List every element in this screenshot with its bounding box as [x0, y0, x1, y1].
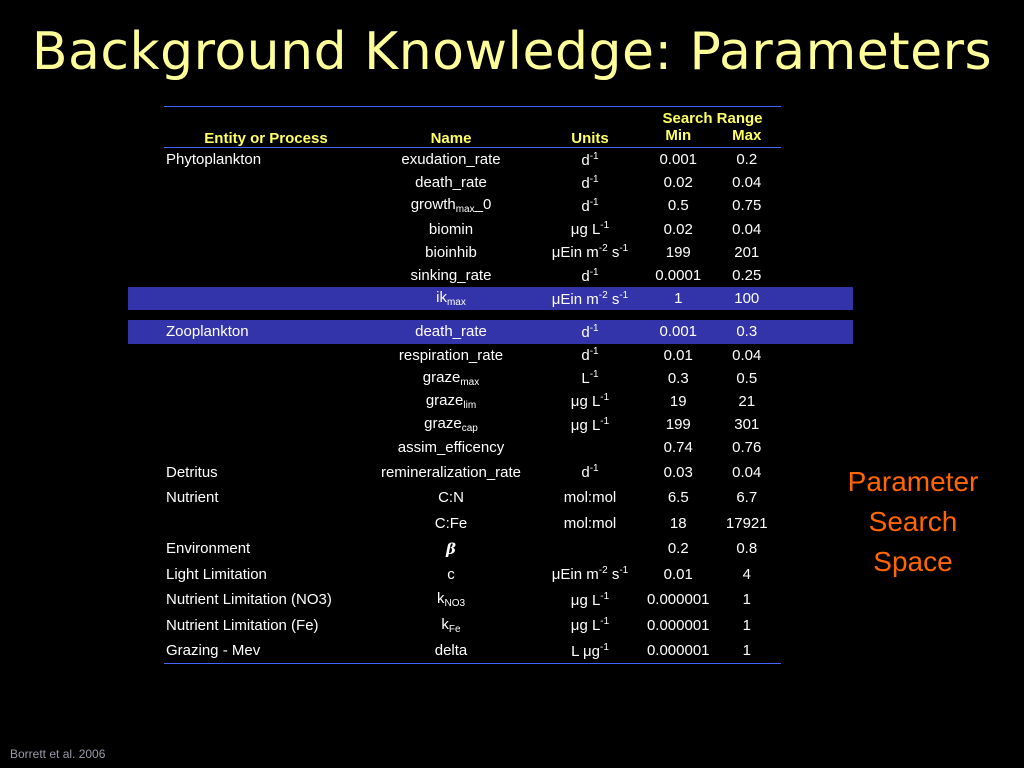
entity-cell: [164, 344, 366, 367]
max-cell: 21: [738, 392, 756, 410]
name-cell: [366, 218, 536, 241]
name-cell: [366, 587, 536, 613]
table-row: [128, 587, 853, 613]
units-exponent: -2: [598, 289, 608, 301]
units-text: μg L: [570, 617, 601, 635]
units-exponent: -2: [598, 243, 608, 255]
min-cell: 0.03: [663, 463, 693, 481]
units-exponent: -1: [589, 196, 599, 208]
min-cell: 0.01: [663, 565, 693, 583]
units-cell: [536, 194, 644, 217]
name-cell: [366, 148, 536, 172]
units-text: d: [581, 323, 590, 341]
min-cell: 0.000001: [646, 616, 710, 634]
min-cell: 0.02: [663, 174, 693, 192]
param-subscript: NO3: [444, 598, 466, 610]
min-cell: 0.001: [659, 151, 698, 169]
entity-cell: [164, 287, 366, 310]
units-exponent: -1: [600, 616, 610, 628]
table-row: [128, 194, 853, 217]
table-row: [128, 510, 853, 536]
min-cell: 0.5: [667, 197, 689, 215]
param-name: exudation_rate: [401, 151, 501, 169]
table-row: [128, 264, 853, 287]
units-cell: [536, 264, 644, 287]
units-text: μEin m: [551, 566, 599, 584]
entity-cell: Nutrient: [166, 489, 219, 507]
parameter-table: [128, 106, 853, 664]
name-cell: [366, 344, 536, 367]
min-cell: 19: [669, 392, 687, 410]
units-text: d: [581, 197, 590, 215]
max-cell: 0.3: [713, 320, 782, 343]
units-cell: [536, 287, 644, 310]
min-cell: 0.2: [667, 540, 689, 558]
units-text: mol:mol: [563, 514, 617, 532]
min-cell: 0.74: [663, 439, 693, 457]
entity-cell: Environment: [166, 540, 251, 558]
units-exponent: -1: [589, 369, 599, 381]
units-text: L μg: [571, 642, 601, 660]
entity-cell: [164, 367, 366, 390]
units-cell: [536, 218, 644, 241]
name-cell: [366, 536, 536, 562]
units-exponent: -1: [619, 243, 629, 255]
units-cell: [536, 390, 644, 413]
entity-cell: [164, 194, 366, 217]
units-cell: [536, 459, 644, 485]
max-cell: 0.8: [736, 540, 758, 558]
min-cell: 0.001: [644, 320, 713, 343]
table-row: [128, 287, 853, 310]
units-exponent: -1: [600, 641, 609, 653]
entity-cell: [164, 390, 366, 413]
units-cell: [536, 148, 644, 172]
units-text: d: [581, 174, 590, 192]
param-name: ik: [436, 289, 447, 307]
slide-title: Background Knowledge: Parameters: [31, 22, 993, 82]
param-name: remineralization_rate: [380, 463, 522, 481]
units-text: d: [581, 347, 590, 365]
max-cell: 0.5: [736, 369, 758, 387]
param-name: biomin: [428, 220, 474, 238]
name-cell: [366, 264, 536, 287]
units-text: s: [607, 244, 620, 262]
table-row: [128, 638, 853, 664]
max-cell: 0.75: [732, 197, 762, 215]
max-cell: 201: [734, 243, 760, 261]
max-cell: 0.04: [732, 346, 762, 364]
table-row: [128, 561, 853, 587]
min-cell: 0.3: [667, 369, 689, 387]
entity-cell: [164, 413, 366, 436]
max-cell: 1: [713, 638, 782, 664]
entity-cell: Zooplankton: [164, 320, 366, 343]
max-cell: 1: [742, 616, 751, 634]
header-name: Name: [366, 107, 536, 148]
entity-cell: Light Limitation: [166, 565, 267, 583]
units-exponent: -1: [619, 565, 629, 577]
max-cell: 1: [742, 591, 751, 609]
table-row: [128, 390, 853, 413]
units-cell: [536, 612, 644, 638]
param-name: delta: [434, 642, 468, 660]
min-cell: 199: [665, 416, 691, 434]
param-name: C:N: [438, 489, 464, 507]
units-exponent: -1: [600, 590, 610, 602]
param-subscript: max: [460, 376, 480, 388]
units-cell: [536, 510, 644, 536]
units-exponent: -1: [600, 220, 610, 232]
units-text: μg L: [570, 591, 601, 609]
entity-cell: Grazing - Mev: [164, 638, 366, 664]
min-cell: 0.000001: [644, 638, 713, 664]
table-row: [128, 344, 853, 367]
name-cell: [366, 194, 536, 217]
name-cell: [366, 459, 536, 485]
param-subscript: cap: [461, 423, 478, 435]
units-cell: [536, 171, 644, 194]
entity-cell: [164, 264, 366, 287]
header-search-range: Search Range: [644, 107, 781, 128]
table-row: [128, 536, 853, 562]
entity-cell: Nutrient Limitation (Fe): [166, 616, 319, 634]
units-text: L: [581, 370, 590, 388]
units-text: μEin m: [551, 290, 599, 308]
units-cell: [536, 413, 644, 436]
units-exponent: -1: [600, 392, 610, 404]
units-text: d: [581, 151, 590, 169]
param-subscript: Fe: [448, 623, 461, 635]
header-min: Min: [644, 127, 713, 148]
units-cell: [536, 587, 644, 613]
max-cell: 0.2: [736, 151, 758, 169]
table-row: [128, 459, 853, 485]
max-cell: 100: [713, 287, 782, 310]
name-cell: [366, 510, 536, 536]
units-text: μg L: [570, 221, 601, 239]
min-cell: 0.01: [663, 346, 693, 364]
name-cell: [366, 638, 536, 664]
param-name: respiration_rate: [398, 346, 504, 364]
side-label-line: Parameter: [847, 466, 979, 497]
param-name: C:Fe: [434, 514, 468, 532]
header-units: Units: [536, 107, 644, 148]
max-cell: 301: [734, 416, 760, 434]
units-text: s: [607, 290, 620, 308]
min-cell: 18: [669, 514, 687, 532]
name-cell: [366, 561, 536, 587]
units-cell: [536, 241, 644, 264]
name-cell: [366, 320, 536, 343]
units-cell: [536, 367, 644, 390]
name-cell: [366, 287, 536, 310]
units-cell: [536, 561, 644, 587]
entity-cell: [164, 510, 366, 536]
table-row: [128, 241, 853, 264]
param-name: assim_efficency: [397, 439, 505, 457]
max-cell: 6.7: [736, 489, 758, 507]
param-name: death_rate: [415, 323, 487, 341]
param-suffix: _0: [474, 196, 492, 214]
param-name: growth: [410, 196, 456, 214]
table-row: [128, 436, 853, 459]
units-text: μg L: [570, 393, 601, 411]
max-cell: 0.25: [732, 267, 762, 285]
units-cell: [536, 485, 644, 511]
side-label-line: Space: [873, 546, 953, 577]
param-name: k: [436, 590, 445, 608]
param-name: graze: [424, 415, 462, 433]
units-text: d: [581, 464, 590, 482]
units-exponent: -1: [589, 150, 599, 162]
units-exponent: -1: [589, 266, 599, 278]
name-cell: [366, 367, 536, 390]
param-subscript: max: [455, 204, 475, 216]
header-entity: Entity or Process: [164, 107, 366, 148]
entity-cell: [164, 218, 366, 241]
param-subscript: max: [446, 297, 466, 309]
entity-cell: [164, 436, 366, 459]
param-name: k: [441, 615, 449, 633]
table-row: [128, 148, 853, 172]
name-cell: [366, 612, 536, 638]
units-cell: [536, 344, 644, 367]
table-row: [128, 367, 853, 390]
param-name: sinking_rate: [410, 267, 492, 285]
max-cell: 0.04: [732, 220, 762, 238]
param-name: graze: [422, 368, 461, 386]
units-cell: [536, 436, 644, 459]
table-body: [128, 148, 853, 664]
param-name: death_rate: [415, 174, 487, 192]
table-row: [128, 485, 853, 511]
units-exponent: -2: [598, 565, 608, 577]
name-cell: [366, 436, 536, 459]
name-cell: [366, 241, 536, 264]
entity-cell: Phytoplankton: [166, 151, 262, 169]
min-cell: 199: [665, 243, 691, 261]
citation: Borrett et al. 2006: [10, 747, 106, 761]
param-subscript: lim: [463, 399, 477, 411]
units-exponent: -1: [589, 173, 599, 185]
table-row: [128, 171, 853, 194]
max-cell: 0.04: [732, 463, 762, 481]
units-exponent: -1: [589, 322, 599, 334]
side-label-line: Search: [868, 506, 958, 537]
units-text: μEin m: [551, 244, 599, 262]
units-cell: [536, 320, 644, 343]
units-text: s: [607, 566, 620, 584]
units-cell: [536, 638, 644, 664]
units-exponent: -1: [619, 289, 629, 301]
parameter-search-space-label: [820, 462, 1006, 582]
name-cell: [366, 171, 536, 194]
max-cell: 0.76: [732, 439, 762, 457]
table-row: [128, 218, 853, 241]
units-exponent: -1: [600, 415, 610, 427]
entity-cell: [164, 171, 366, 194]
max-cell: 4: [742, 565, 751, 583]
entity-cell: Nutrient Limitation (NO3): [166, 591, 332, 609]
units-exponent: -1: [589, 346, 599, 358]
param-name: c: [447, 565, 455, 583]
table-row: [128, 320, 853, 343]
min-cell: 0.000001: [646, 591, 710, 609]
max-cell: 17921: [725, 514, 768, 532]
min-cell: 0.02: [663, 220, 693, 238]
table-row: [128, 612, 853, 638]
param-name: bioinhib: [425, 243, 477, 261]
row-gap: [128, 310, 853, 320]
min-cell: 1: [644, 287, 713, 310]
units-text: mol:mol: [563, 489, 617, 507]
max-cell: 0.04: [732, 174, 762, 192]
min-cell: 0.0001: [655, 267, 702, 285]
entity-cell: Detritus: [166, 463, 218, 481]
beta-symbol: β: [446, 539, 456, 558]
header-max: Max: [713, 127, 782, 148]
min-cell: 6.5: [667, 489, 689, 507]
name-cell: [366, 413, 536, 436]
units-text: d: [581, 267, 590, 285]
name-cell: [366, 485, 536, 511]
param-name: graze: [425, 391, 464, 409]
name-cell: [366, 390, 536, 413]
entity-cell: [164, 241, 366, 264]
units-cell: [536, 536, 644, 562]
units-exponent: -1: [589, 463, 599, 475]
table-row: [128, 413, 853, 436]
units-text: μg L: [570, 416, 601, 434]
